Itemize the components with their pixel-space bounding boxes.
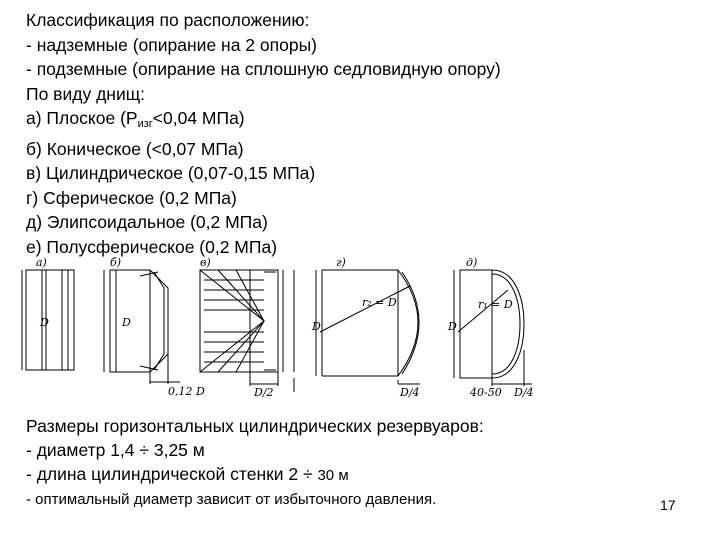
dim-d-spherical: D xyxy=(312,320,321,333)
tank-dimensions-title: Размеры горизонтальных цилиндрических резервуаров: xyxy=(26,416,484,436)
tank-length-item: - длина цилиндрической стенки 2 ÷ 30 м xyxy=(26,464,349,484)
dim-d-flat: D xyxy=(40,316,49,329)
elliptical-bottom-drawing xyxy=(454,270,532,386)
label-conical: б) xyxy=(110,256,122,269)
bottom-type-c: в) Цилиндрическое (0,07-0,15 МПа) xyxy=(26,163,316,183)
label-flat: а) xyxy=(36,256,47,269)
label-spherical: г) xyxy=(336,256,346,269)
spherical-bottom-drawing xyxy=(316,270,420,384)
dim-sphere-depth: D/4 xyxy=(400,386,420,399)
vessel-bottoms-figure xyxy=(18,250,538,400)
bottom-type-d: г) Сферическое (0,2 МПа) xyxy=(26,187,237,208)
bottoms-title: По виду днищ: xyxy=(26,83,145,104)
page-number: 17 xyxy=(660,497,676,513)
tank-dimensions-text xyxy=(26,414,484,512)
dim-ellipse-flange: 40-50 xyxy=(470,386,502,399)
classification-title: Классификация по расположению: xyxy=(26,10,310,30)
bottom-type-a: а) Плоское ($Р_{изг}<0,04$ МПа) xyxy=(26,108,245,130)
dim-ellipse-depth: D/4 xyxy=(514,386,534,399)
label-cylindrical: в) xyxy=(200,256,211,269)
dim-cone-height: 0,12 D xyxy=(168,385,205,398)
label-elliptical: д) xyxy=(466,256,478,269)
classification-text xyxy=(26,8,501,259)
dim-d-elliptical: D xyxy=(448,320,457,333)
tank-diameter-item: - диаметр 1,4 ÷ 3,25 м xyxy=(26,440,205,460)
bottom-type-f: е) Полусферическое (0,2 МПа) xyxy=(26,236,278,257)
above-ground-item: - надземные (опирание на 2 опоры) xyxy=(26,34,317,55)
dim-d-conical: D xyxy=(122,316,131,329)
cylindrical-bottom-drawing xyxy=(200,270,294,392)
underground-item: - подземные (опирание на сплошную седловидную опору) xyxy=(26,59,501,79)
optimal-diameter-item: - оптимальный диаметр зависит от избыточного давления. xyxy=(26,491,437,508)
dim-ellipse-radius: r₁ = D xyxy=(478,298,513,311)
bottom-type-b: б) Коническое (<0,07 МПа) xyxy=(26,138,244,159)
dim-sphere-radius: r₂ = D xyxy=(362,296,397,309)
conical-bottom-drawing xyxy=(104,270,180,384)
dim-cyl-length: D/2 xyxy=(254,386,274,399)
bottom-type-e: д) Элипсоидальное (0,2 МПа) xyxy=(26,212,268,232)
